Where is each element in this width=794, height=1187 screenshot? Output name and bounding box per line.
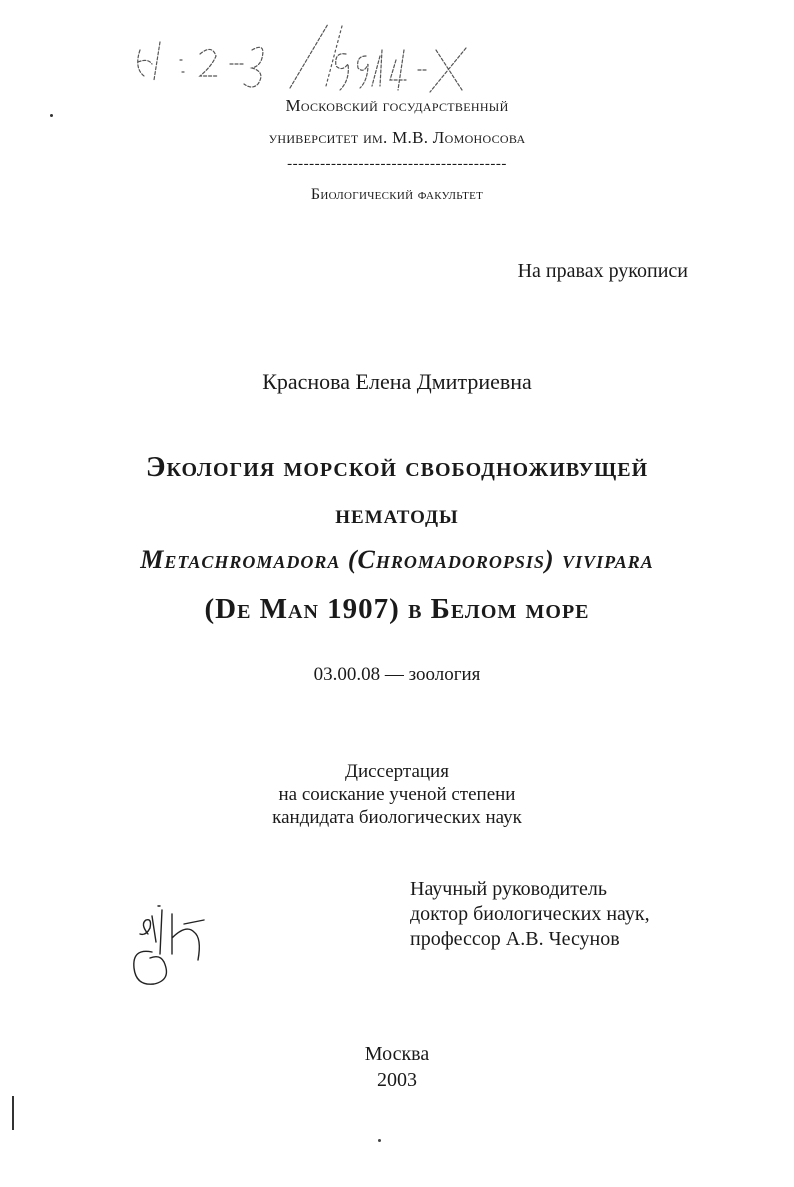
archive-number-stamp bbox=[130, 20, 490, 100]
title-line-3-species: Metachromadora (Chromadoropsis) vivipara bbox=[140, 545, 654, 574]
divider: ---------------------------------------- bbox=[287, 156, 507, 172]
university-name-line1: Московский государственный bbox=[285, 96, 509, 115]
title-line-1: Экология морской свободноживущей bbox=[145, 451, 649, 483]
dissertation-block bbox=[0, 760, 794, 829]
advisor-line-2: доктор биологических наук, bbox=[410, 903, 650, 925]
city: Москва bbox=[364, 1043, 430, 1065]
place-and-year bbox=[0, 1041, 794, 1093]
specialty-code: 03.00.08 — зоология bbox=[313, 664, 481, 685]
author-name: Краснова Елена Дмитриевна bbox=[262, 369, 532, 394]
rights-note: На правах рукописи bbox=[517, 260, 688, 282]
handwritten-archive-number bbox=[130, 20, 490, 100]
dissertation-line-1: Диссертация bbox=[345, 761, 449, 782]
year: 2003 bbox=[377, 1069, 417, 1091]
dissertation-line-2: на соискание ученой степени bbox=[278, 784, 516, 805]
title-line-2: нематоды bbox=[335, 499, 459, 529]
faculty-name: Биологический факультет bbox=[310, 186, 484, 203]
title-line-4: (De Man 1907) в Белом море bbox=[204, 593, 590, 625]
speck bbox=[378, 1139, 381, 1142]
university-name-line2: университет им. М.В. Ломоносова bbox=[268, 128, 526, 147]
advisor-block bbox=[410, 877, 770, 952]
dissertation-line-3: кандидата биологических наук bbox=[272, 807, 522, 828]
advisor-line-1: Научный руководитель bbox=[410, 878, 607, 900]
handwritten-signature bbox=[128, 904, 233, 989]
scan-edge-mark bbox=[12, 1096, 14, 1130]
advisor-line-3: профессор А.В. Чесунов bbox=[410, 928, 620, 950]
